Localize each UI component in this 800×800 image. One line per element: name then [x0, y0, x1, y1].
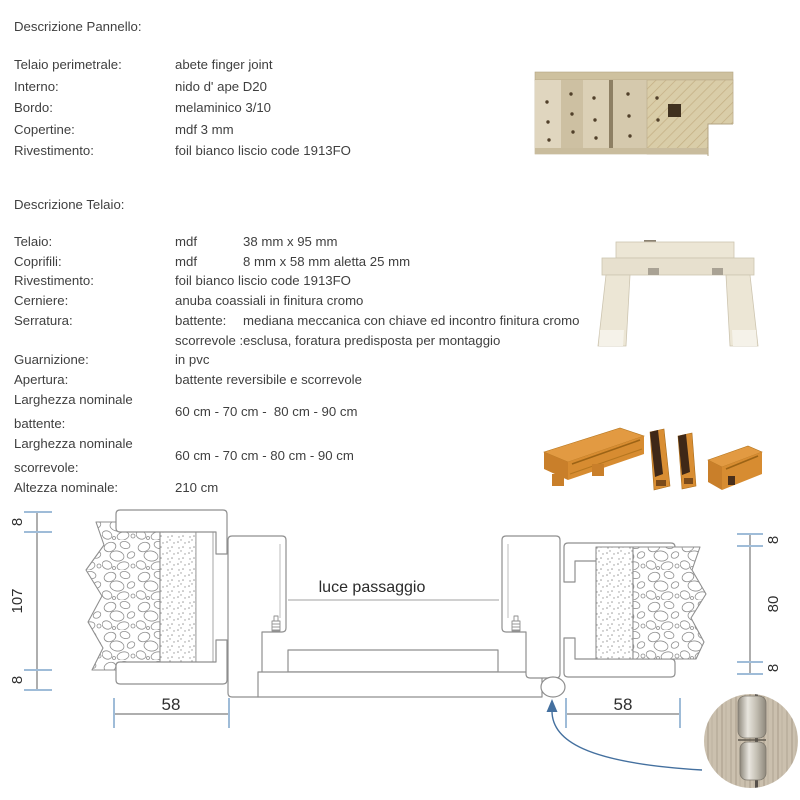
- spec-value: foil bianco liscio code 1913FO: [175, 143, 351, 159]
- spec-label: Apertura:: [14, 371, 69, 387]
- spec-value: anuba coassiali in finitura cromo: [175, 293, 364, 309]
- spec-label: Guarnizione:: [14, 352, 89, 368]
- spec-label: Larghezza nominale battente:: [14, 391, 133, 431]
- spec-value: nido d' ape D20: [175, 78, 267, 94]
- dim-8-bottom-right: 8: [765, 663, 782, 673]
- spec-value: foil bianco liscio code 1913FO: [175, 273, 351, 289]
- spec-label: Altezza nominale:: [14, 479, 119, 495]
- spec-value: battente: mediana meccanica con chiave ed incontro finitura cromo scorrevole :esclusa, foratura predisposta per montaggio: [175, 312, 580, 348]
- dim-8-top-right: 8: [765, 535, 782, 545]
- clear-opening-dimension: [288, 579, 499, 600]
- spec-value: mdf 38 mm x 95 mm: [175, 234, 338, 249]
- left-width-dimension: [114, 695, 229, 728]
- dim-8-top-left: 8: [9, 517, 26, 527]
- dim-80: 80: [765, 595, 782, 613]
- panel-section-title: Descrizione Pannello:: [14, 19, 142, 34]
- spec-value: 60 cm - 70 cm - 80 cm - 90 cm: [175, 448, 354, 464]
- spec-value: 210 cm: [175, 479, 219, 495]
- door-leaf: [258, 650, 542, 697]
- hinge-symbol: [541, 677, 565, 697]
- right-wall-section: [596, 547, 706, 659]
- spec-value: 60 cm - 70 cm - 80 cm - 90 cm: [175, 404, 358, 420]
- right-vertical-dimension: [737, 534, 782, 674]
- spec-label: Rivestimento:: [14, 273, 94, 289]
- spec-label: Telaio perimetrale:: [14, 57, 122, 72]
- hinge-detail-photo: [704, 694, 798, 788]
- spec-label: Rivestimento:: [14, 143, 94, 159]
- frame-section-title: Descrizione Telaio:: [14, 197, 125, 212]
- right-width-dimension: [566, 695, 680, 728]
- dim-58-left: 58: [161, 695, 181, 714]
- spec-label: Telaio:: [14, 234, 53, 249]
- luce-passaggio-label: luce passaggio: [318, 579, 426, 596]
- spec-value: mdf 3 mm: [175, 121, 234, 137]
- dim-8-bottom-left: 8: [9, 675, 26, 685]
- spec-value: battente reversibile e scorrevole: [175, 371, 362, 387]
- left-vertical-dimension: [9, 512, 52, 690]
- dim-58-right: 58: [613, 695, 633, 714]
- spec-value: in pvc: [175, 352, 210, 368]
- spec-value: mdf 8 mm x 58 mm aletta 25 mm: [175, 253, 411, 269]
- right-frame-post: [502, 536, 560, 678]
- spec-label: Copertine:: [14, 121, 75, 137]
- spec-label: Larghezza nominale scorrevole:: [14, 435, 133, 475]
- dim-107: 107: [9, 588, 26, 614]
- spec-label: Interno:: [14, 78, 59, 94]
- spec-label: Coprifili:: [14, 253, 62, 269]
- spec-label: Cerniere:: [14, 293, 69, 309]
- spec-value: melaminico 3/10: [175, 100, 272, 116]
- spec-label: Bordo:: [14, 100, 53, 116]
- spec-label: Serratura:: [14, 312, 73, 328]
- left-wall-section: [86, 522, 213, 670]
- spec-value: abete finger joint: [175, 57, 273, 72]
